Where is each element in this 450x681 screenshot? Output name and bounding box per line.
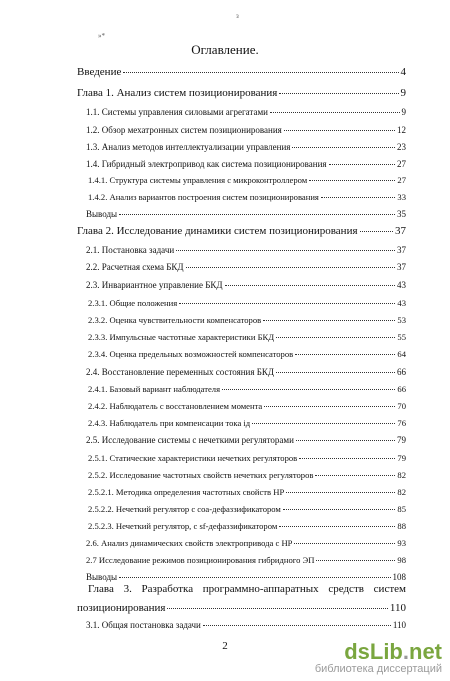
toc-entry[interactable] — [88, 503, 406, 515]
toc-entry-page: 110 — [392, 620, 406, 630]
leader-dots — [316, 560, 395, 561]
toc-entry-page: 23 — [397, 142, 406, 152]
leader-dots — [294, 543, 395, 544]
toc-entry-page: 93 — [397, 538, 406, 548]
toc-entry-page: 79 — [397, 435, 406, 445]
toc-entry-page: 43 — [397, 298, 406, 308]
leader-dots — [296, 440, 395, 441]
toc-entry[interactable] — [88, 174, 406, 186]
leader-dots — [315, 475, 395, 476]
toc-entry-label: 3.1. Общая постановка задачи — [86, 620, 201, 630]
leader-dots — [222, 389, 395, 390]
leader-dots — [167, 608, 387, 609]
leader-dots — [283, 509, 396, 510]
toc-entry[interactable] — [86, 554, 406, 566]
leader-dots — [279, 93, 398, 94]
toc-entry-page: 27 — [397, 175, 406, 185]
leader-dots — [329, 164, 395, 165]
toc-entry-label: 2.2. Расчетная схема БКД — [86, 262, 184, 272]
leader-dots — [264, 406, 395, 407]
toc-entry[interactable] — [86, 434, 406, 446]
leader-dots — [179, 303, 395, 304]
toc-entry-page: 82 — [397, 487, 406, 497]
toc-entry[interactable] — [88, 383, 406, 395]
page-title: Оглавление. — [191, 42, 259, 57]
page-mark-left: »* — [98, 32, 105, 40]
toc-entry-label: 2.3.3. Импульсные частотные характеристики БКД — [88, 332, 275, 342]
toc-entry-page: 37 — [395, 225, 406, 237]
leader-dots — [203, 625, 391, 626]
toc-entry-page: 79 — [397, 453, 406, 463]
leader-dots — [321, 197, 396, 198]
leader-dots — [270, 112, 400, 113]
toc-entry[interactable] — [88, 297, 406, 309]
toc-entry-label: Глава 2. Исследование динамики систем позиционирования — [77, 225, 358, 237]
toc-entry-label: позиционирования — [77, 602, 166, 614]
toc-entry-page: 110 — [389, 602, 406, 614]
toc-entry-label: 2.5.1. Статические характеристики нечетких регуляторов — [88, 453, 298, 463]
toc-entry-label: 2.7 Исследование режимов позиционирования гибридного ЭП — [86, 555, 315, 565]
toc-entry-page: 4 — [400, 66, 406, 78]
toc-entry-page: 37 — [397, 262, 406, 272]
toc-entry[interactable] — [86, 208, 406, 220]
toc-entry[interactable] — [77, 87, 406, 99]
toc-entry[interactable] — [77, 66, 406, 78]
leader-dots — [119, 214, 395, 215]
toc-entry[interactable] — [86, 106, 406, 118]
leader-dots — [186, 267, 395, 268]
toc-entry[interactable] — [88, 486, 406, 498]
toc-entry[interactable] — [86, 366, 406, 378]
toc-entry[interactable] — [86, 619, 406, 631]
page-mark-top: з — [236, 12, 239, 20]
toc-entry-label: 2.1. Постановка задачи — [86, 245, 175, 255]
toc-entry-label: 2.4.1. Базовый вариант наблюдателя — [88, 384, 221, 394]
toc-entry-label: 2.4.3. Наблюдатель при компенсации тока iд — [88, 418, 251, 428]
toc-entry-page: 85 — [397, 504, 406, 514]
leader-dots — [286, 492, 395, 493]
toc-entry[interactable] — [88, 400, 406, 412]
toc-entry[interactable] — [86, 571, 406, 583]
toc-entry-label: 1.4.1. Структура системы управления с микроконтроллером — [88, 175, 308, 185]
leader-dots — [295, 354, 395, 355]
chapter3-word: Разработка — [141, 583, 194, 595]
toc-entry-page: 43 — [397, 280, 406, 290]
leader-dots — [309, 180, 395, 181]
toc-entry-label: 2.3.2. Оценка чувствительности компенсаторов — [88, 315, 262, 325]
toc-entry-label: 2.6. Анализ динамических свойств электропривода с НР — [86, 538, 293, 548]
toc-entry[interactable] — [86, 124, 406, 136]
leader-dots — [299, 458, 395, 459]
toc-entry[interactable] — [86, 158, 406, 170]
toc-entry-label: 2.5.2.3. Нечеткий регулятор, с sf-дефаззификатором — [88, 521, 278, 531]
toc-entry[interactable] — [86, 279, 406, 291]
toc-entry-label: 1.4.2. Анализ вариантов построения систем позиционирования — [88, 192, 319, 202]
toc-entry[interactable] — [77, 225, 406, 237]
toc-entry-page: 35 — [397, 209, 406, 219]
leader-dots — [225, 285, 395, 286]
toc-entry[interactable] — [86, 537, 406, 549]
leader-dots — [176, 250, 395, 251]
leader-dots — [119, 577, 390, 578]
toc-entry-page: 70 — [397, 401, 406, 411]
toc-entry-page: 108 — [392, 572, 406, 582]
toc-entry-label: 1.4. Гибридный электропривод как система позиционирования — [86, 159, 327, 169]
toc-entry[interactable] — [77, 602, 406, 614]
toc-entry-page: 64 — [397, 349, 406, 359]
toc-entry[interactable] — [86, 261, 406, 273]
leader-dots — [360, 231, 393, 232]
toc-entry[interactable] — [88, 417, 406, 429]
leader-dots — [279, 526, 395, 527]
toc-entry-label: Глава 1. Анализ систем позиционирования — [77, 87, 278, 99]
toc-entry-label: 2.4.2. Наблюдатель с восстановлением момента — [88, 401, 263, 411]
toc-entry[interactable] — [86, 141, 406, 153]
toc-entry-page: 55 — [397, 332, 406, 342]
toc-entry-label: 1.1. Системы управления силовыми агрегатами — [86, 107, 268, 117]
chapter3-heading[interactable] — [88, 583, 406, 595]
toc-entry[interactable] — [88, 469, 406, 481]
toc-entry[interactable] — [88, 331, 406, 343]
toc-entry-label: 1.2. Обзор мехатронных систем позиционирования — [86, 125, 282, 135]
toc-entry-page: 27 — [397, 159, 406, 169]
toc-entry-label: Введение — [77, 66, 122, 78]
toc-entry-page: 66 — [397, 367, 406, 377]
toc-entry-label: 2.5. Исследование системы с нечеткими регуляторами — [86, 435, 294, 445]
toc-entry-label: 2.5.2.2. Нечеткий регулятор с coa-дефаззификатором — [88, 504, 281, 514]
toc-entry-page: 12 — [397, 125, 406, 135]
chapter3-word: средств — [328, 583, 364, 595]
page-number: 2 — [222, 640, 228, 652]
leader-dots — [276, 372, 395, 373]
leader-dots — [292, 147, 395, 148]
watermark-brand: dsLib.net — [344, 639, 442, 664]
toc-entry[interactable] — [88, 314, 406, 326]
toc-entry[interactable] — [88, 520, 406, 532]
toc-entry-label: 2.3.1. Общие положения — [88, 298, 178, 308]
leader-dots — [252, 423, 395, 424]
toc-entry-page: 33 — [397, 192, 406, 202]
toc-entry-page: 53 — [397, 315, 406, 325]
toc-entry-page: 37 — [397, 245, 406, 255]
toc-entry-label: 2.3.4. Оценка предельных возможностей компенсаторов — [88, 349, 294, 359]
leader-dots — [263, 320, 395, 321]
toc-entry-label: 2.3. Инвариантное управление БКД — [86, 280, 223, 290]
toc-entry-label: Выводы — [86, 572, 118, 582]
toc-entry[interactable] — [86, 244, 406, 256]
leader-dots — [123, 72, 398, 73]
chapter3-word: Глава — [88, 583, 114, 595]
toc-entry-label: 2.4. Восстановление переменных состояния БКД — [86, 367, 275, 377]
chapter3-word: программно-аппаратных — [202, 583, 319, 595]
toc-entry-page: 76 — [397, 418, 406, 428]
leader-dots — [284, 130, 395, 131]
toc-entry-label: 2.5.2.1. Методика определения частотных свойств НР — [88, 487, 285, 497]
leader-dots — [276, 337, 395, 338]
toc-entry-page: 88 — [397, 521, 406, 531]
toc-entry-page: 82 — [397, 470, 406, 480]
toc-entry-page: 66 — [397, 384, 406, 394]
toc-entry[interactable] — [88, 191, 406, 203]
watermark-logo — [315, 641, 442, 675]
chapter3-word: систем — [373, 583, 406, 595]
watermark-subtitle: библиотека диссертаций — [314, 663, 442, 675]
toc-entry[interactable] — [88, 452, 406, 464]
toc-entry-page: 9 — [401, 107, 406, 117]
toc-entry-label: 1.3. Анализ методов интеллектуализации управления — [86, 142, 291, 152]
toc-entry[interactable] — [88, 348, 406, 360]
toc-entry-label: 2.5.2. Исследование частотных свойств нечетких регуляторов — [88, 470, 314, 480]
toc-entry-label: Выводы — [86, 209, 118, 219]
chapter3-word: 3. — [123, 583, 132, 595]
toc-entry-page: 9 — [400, 87, 406, 99]
toc-entry-page: 98 — [397, 555, 406, 565]
